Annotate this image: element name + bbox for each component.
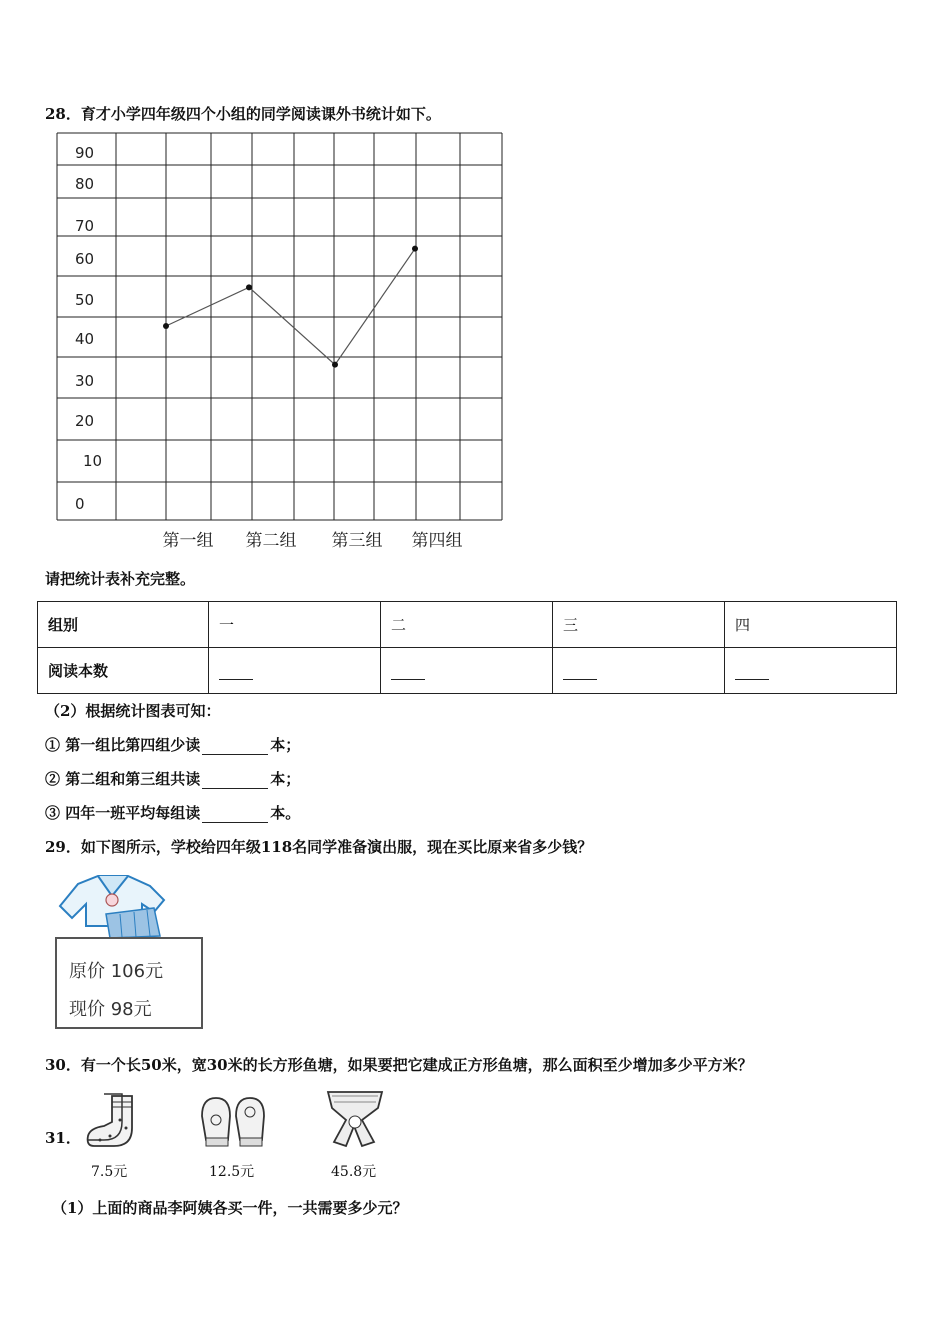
data-point (163, 323, 169, 329)
item-unit: 本； (270, 770, 301, 788)
x-tick-label: 第二组 (245, 531, 297, 551)
answer-blank[interactable] (202, 740, 268, 755)
item-unit: 本。 (270, 804, 301, 822)
q28-instruction: 请把统计表补充完整。 (45, 570, 196, 588)
item-text: ① 第一组比第四组少读 (45, 736, 201, 754)
scarf-icon (322, 1086, 388, 1150)
y-tick-label: 50 (75, 291, 95, 309)
x-tick-label: 第三组 (331, 531, 383, 551)
answer-blank[interactable] (202, 774, 268, 789)
costume-illustration (50, 868, 180, 938)
series-line (166, 249, 415, 365)
table-header-cell: 二 (381, 602, 553, 648)
q28-sub2: （2）根据统计图表可知： (45, 702, 221, 720)
current-price: 现价 98元 (69, 999, 152, 1020)
answer-blank[interactable] (202, 808, 268, 823)
q28-item-2 (45, 768, 300, 789)
table-header-cell: 一 (209, 602, 381, 648)
table-header-cell: 组别 (38, 602, 209, 648)
x-tick-label: 第一组 (162, 531, 214, 551)
table-header-row (38, 602, 897, 648)
mittens-icon (196, 1094, 270, 1150)
y-tick-label: 30 (75, 372, 95, 390)
y-tick-label: 20 (75, 412, 95, 430)
data-point (332, 362, 338, 368)
sock-price: 7.5元 (91, 1164, 128, 1180)
price-box (55, 937, 203, 1029)
table-row-label: 阅读本数 (38, 648, 209, 694)
q31-sub1: （1）上面的商品李阿姨各买一件，一共需要多少元？ (52, 1199, 408, 1217)
q28-item-3 (45, 802, 300, 823)
item-unit: 本； (270, 736, 301, 754)
table-row (38, 648, 897, 694)
y-tick-label: 90 (75, 144, 95, 162)
table-header-cell: 三 (553, 602, 725, 648)
reading-line-chart (0, 0, 950, 560)
x-tick-label: 第四组 (411, 531, 463, 551)
y-tick-label: 40 (75, 330, 95, 348)
table-header-cell: 四 (725, 602, 897, 648)
y-tick-label: 70 (75, 217, 95, 235)
y-tick-label: 80 (75, 175, 95, 193)
skirt-icon (106, 908, 160, 938)
y-tick-label: 10 (83, 452, 103, 470)
sock-icon (82, 1092, 138, 1150)
item-text: ② 第二组和第三组共读 (45, 770, 201, 788)
answer-blank-cell[interactable] (725, 648, 897, 694)
answer-blank-cell[interactable] (381, 648, 553, 694)
q28-item-1 (45, 734, 300, 755)
reading-stat-table (37, 601, 897, 694)
mittens-price: 12.5元 (209, 1164, 255, 1180)
y-tick-label: 60 (75, 250, 95, 268)
original-price: 原价 106元 (69, 961, 164, 982)
q30-title: 30．有一个长50米，宽30米的长方形鱼塘，如果要把它建成正方形鱼塘，那么面积至少增加多少平方米？ (45, 1056, 753, 1074)
q31-number: 31． (45, 1129, 81, 1147)
y-tick-label: 0 (75, 495, 85, 513)
item-text: ③ 四年一班平均每组读 (45, 804, 201, 822)
q28-title: 28．育才小学四年级四个小组的同学阅读课外书统计如下。 (45, 105, 441, 123)
answer-blank-cell[interactable] (553, 648, 725, 694)
data-point (246, 284, 252, 290)
scarf-price: 45.8元 (331, 1164, 377, 1180)
data-point (412, 246, 418, 252)
q29-title: 29．如下图所示，学校给四年级118名同学准备演出服，现在买比原来省多少钱？ (45, 838, 593, 856)
answer-blank-cell[interactable] (209, 648, 381, 694)
